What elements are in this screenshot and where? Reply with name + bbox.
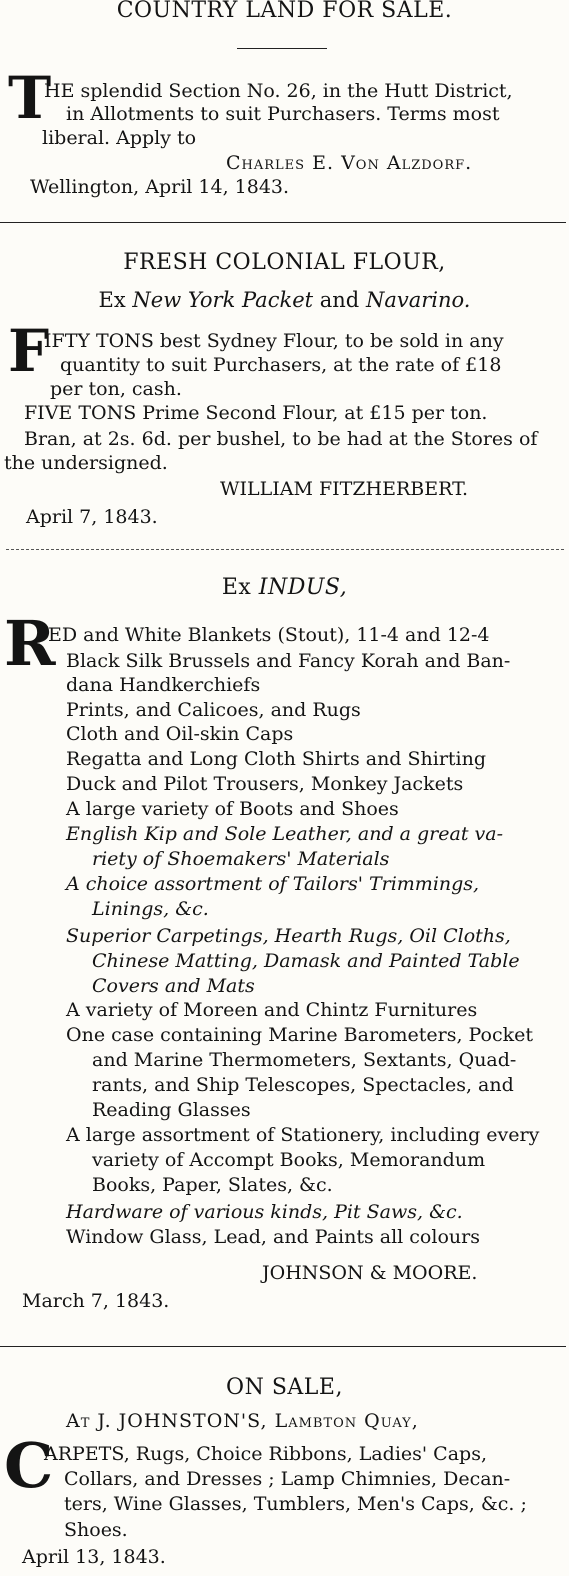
- goods-item: Duck and Pilot Trousers, Monkey Jackets: [66, 773, 464, 795]
- goods-item: Window Glass, Lead, and Paints all colours: [66, 1226, 480, 1248]
- goods-item: Covers and Mats: [92, 975, 255, 997]
- drop-cap: F: [8, 317, 50, 385]
- goods-item: rants, and Ship Telescopes, Spectacles, and: [92, 1074, 514, 1096]
- ad-text-line: Shoes.: [64, 1519, 128, 1541]
- ship-name: Navarino.: [365, 288, 471, 312]
- ad-text-line: per ton, cash.: [50, 378, 182, 400]
- ad-text-line: ters, Wine Glasses, Tumblers, Men's Caps, &c. ;: [64, 1493, 527, 1515]
- section-divider: [6, 549, 564, 550]
- goods-item: One case containing Marine Barometers, Pocket: [66, 1024, 534, 1046]
- goods-item: Chinese Matting, Damask and Painted Table: [92, 950, 520, 972]
- ad-date: March 7, 1843.: [22, 1290, 170, 1312]
- ship-name: INDUS,: [258, 575, 348, 600]
- ad-title: FRESH COLONIAL FLOUR,: [123, 250, 446, 275]
- goods-item: A choice assortment of Tailors' Trimmings,: [66, 873, 480, 895]
- goods-item: and Marine Thermometers, Sextants, Quad-: [92, 1049, 517, 1071]
- ad-text-line: ARPETS, Rugs, Choice Ribbons, Ladies' Caps,: [44, 1443, 487, 1465]
- ad-title: COUNTRY LAND FOR SALE.: [116, 0, 453, 23]
- goods-item-italic: Hardware of various kinds, Pit Saws, &c.: [66, 1201, 463, 1223]
- ad-text-line: Collars, and Dresses ; Lamp Chimnies, Decan-: [64, 1468, 511, 1490]
- ad-dateline: Wellington, April 14, 1843.: [30, 176, 290, 198]
- goods-item: A large variety of Boots and Shoes: [66, 798, 399, 820]
- ship-name: New York Packet: [132, 288, 314, 312]
- title-ex: Ex: [221, 575, 252, 600]
- ad-text-line: FIVE TONS Prime Second Flour, at £15 per ton.: [24, 402, 488, 424]
- ad-date: April 7, 1843.: [26, 506, 158, 528]
- ad-title: ON SALE,: [226, 1375, 343, 1400]
- goods-item: dana Handkerchiefs: [66, 674, 261, 696]
- goods-item: variety of Accompt Books, Memorandum: [92, 1149, 486, 1171]
- section-divider: [0, 222, 566, 223]
- ad-subtitle: [0, 288, 569, 312]
- ad-text-line: Bran, at 2s. 6d. per bushel, to be had at the Stores of: [24, 428, 538, 450]
- goods-item: A large assortment of Stationery, including every: [66, 1124, 540, 1146]
- goods-item: ED and White Blankets (Stout), 11-4 and 12-4: [48, 624, 490, 646]
- drop-cap: T: [8, 64, 52, 132]
- goods-item: A variety of Moreen and Chintz Furnitures: [66, 999, 478, 1021]
- ad-text-line: liberal. Apply to: [42, 127, 197, 149]
- goods-item: Cloth and Oil-skin Caps: [66, 723, 294, 745]
- section-divider: [0, 1346, 566, 1347]
- ad-text-line: in Allotments to suit Purchasers. Terms most: [66, 103, 500, 125]
- drop-cap: R: [4, 607, 56, 680]
- goods-item: Linings, &c.: [92, 898, 209, 920]
- short-rule: [237, 48, 327, 49]
- drop-cap: C: [4, 1429, 54, 1502]
- ad-date: April 13, 1843.: [22, 1546, 166, 1568]
- goods-item: Black Silk Brussels and Fancy Korah and Ban-: [66, 650, 511, 672]
- ad-signature: WILLIAM FITZHERBERT.: [220, 478, 469, 500]
- ad-text-line: quantity to suit Purchasers, at the rate of £18: [60, 354, 502, 376]
- ad-text-line: the undersigned.: [4, 452, 168, 474]
- ad-signature: JOHNSON & MOORE.: [262, 1262, 478, 1284]
- goods-item: Reading Glasses: [92, 1099, 251, 1121]
- ad-signature: Charles E. Von Alzdorf.: [226, 152, 473, 174]
- goods-item: Prints, and Calicoes, and Rugs: [66, 699, 361, 721]
- goods-item: Superior Carpetings, Hearth Rugs, Oil Cloths,: [66, 925, 511, 947]
- ad-subtitle: At J. JOHNSTON'S, Lambton Quay,: [66, 1410, 419, 1432]
- goods-item: Books, Paper, Slates, &c.: [92, 1174, 333, 1196]
- goods-item: Regatta and Long Cloth Shirts and Shirting: [66, 748, 487, 770]
- ad-text-line: IFTY TONS best Sydney Flour, to be sold in any: [44, 330, 504, 352]
- goods-item: English Kip and Sole Leather, and a great va-: [66, 823, 503, 845]
- goods-item: [66, 1201, 463, 1223]
- subtitle-and: and: [319, 288, 360, 312]
- ad-title: [0, 575, 569, 601]
- goods-item: riety of Shoemakers' Materials: [92, 848, 390, 870]
- subtitle-ex: Ex: [98, 288, 126, 312]
- ad-text-line: HE splendid Section No. 26, in the Hutt District,: [44, 80, 513, 102]
